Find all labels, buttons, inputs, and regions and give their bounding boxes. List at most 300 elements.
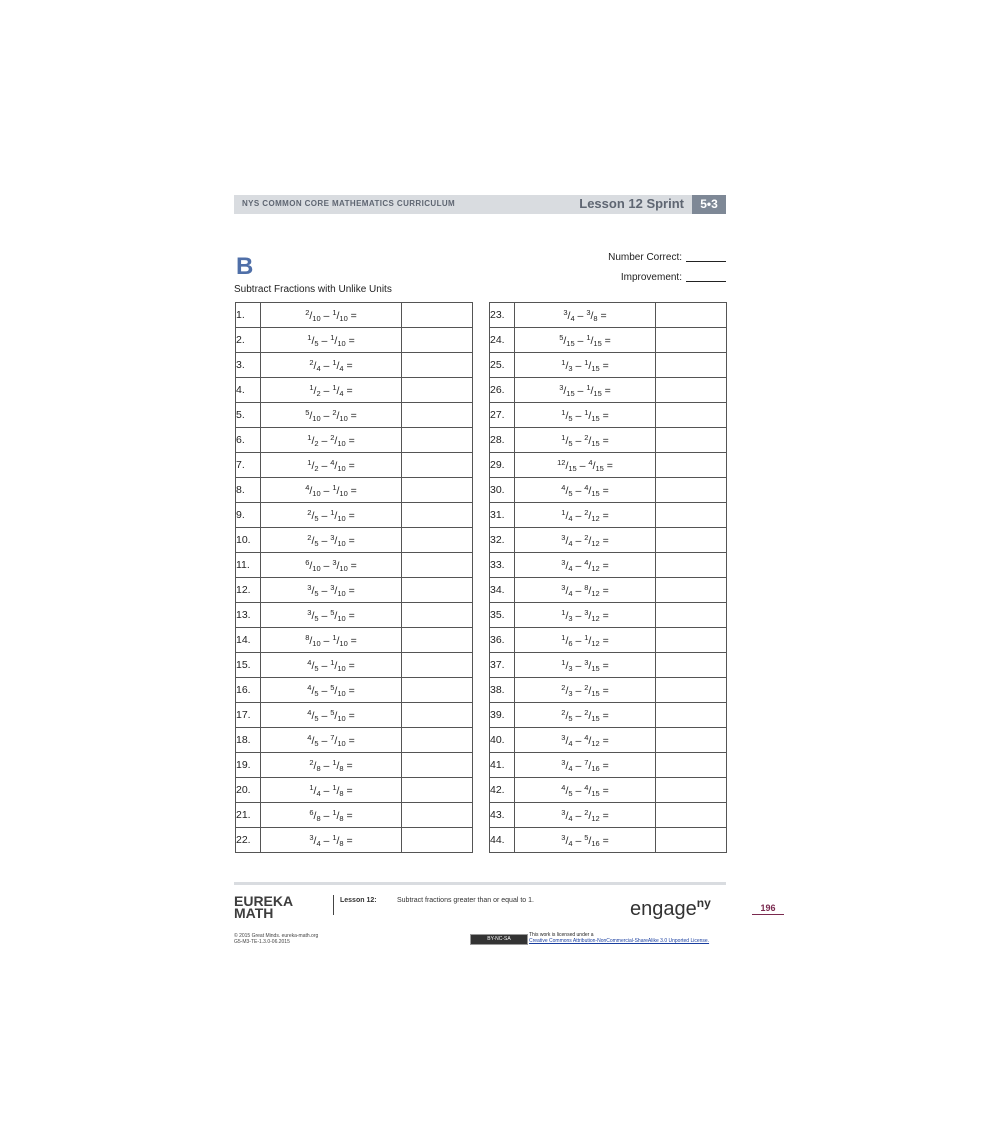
denominator-2: 4	[339, 363, 344, 373]
denominator-2: 8	[339, 763, 344, 773]
answer-cell[interactable]	[402, 728, 473, 753]
problem-row	[490, 753, 727, 778]
problem-number: 5.	[236, 403, 261, 428]
denominator-1: 4	[568, 563, 573, 573]
problem-number: 28.	[490, 428, 515, 453]
numerator-1: 4	[307, 732, 312, 742]
numerator-1: 1	[561, 507, 566, 517]
problem-row	[236, 803, 473, 828]
problem-number: 39.	[490, 703, 515, 728]
numerator-2: 2	[330, 432, 335, 442]
denominator-1: 2	[314, 463, 319, 473]
problem-row	[490, 678, 727, 703]
problem-expression: $^{12}/_{15} - ^4/_{15}$ =	[515, 453, 656, 478]
answer-cell[interactable]	[402, 578, 473, 603]
engage-sup: ny	[696, 896, 711, 910]
numerator-1: 3	[563, 307, 568, 317]
improvement	[621, 272, 726, 283]
problem-expression: $^2/_3 - ^2/_{15}$ =	[515, 678, 656, 703]
header-bar	[234, 195, 726, 214]
answer-cell[interactable]	[402, 528, 473, 553]
problem-expression: $^3/_4 - ^2/_{12}$ =	[515, 803, 656, 828]
numerator-2: 3	[330, 532, 335, 542]
denominator-1: 5	[314, 663, 319, 673]
denominator-1: 4	[568, 763, 573, 773]
numerator-2: 1	[584, 407, 589, 417]
problem-expression: $^1/_2 - ^2/_{10}$ =	[261, 428, 402, 453]
answer-cell[interactable]	[402, 678, 473, 703]
answer-cell[interactable]	[402, 328, 473, 353]
numerator-2: 1	[586, 382, 591, 392]
denominator-2: 10	[339, 313, 348, 323]
numerator-2: 4	[584, 782, 589, 792]
answer-cell[interactable]	[402, 703, 473, 728]
problem-expression: $^1/_3 - ^3/_{12}$ =	[515, 603, 656, 628]
problem-row	[490, 478, 727, 503]
denominator-2: 12	[591, 813, 600, 823]
numerator-2: 4	[330, 457, 335, 467]
problem-number: 8.	[236, 478, 261, 503]
answer-cell[interactable]	[402, 628, 473, 653]
denominator-1: 10	[312, 313, 321, 323]
problem-expression: $^3/_4 - ^5/_{16}$ =	[515, 828, 656, 853]
problem-number: 24.	[490, 328, 515, 353]
numerator-2: 1	[330, 657, 335, 667]
denominator-1: 5	[314, 738, 319, 748]
answer-cell[interactable]	[402, 403, 473, 428]
denominator-1: 3	[568, 688, 573, 698]
problem-row	[490, 403, 727, 428]
denominator-1: 5	[314, 688, 319, 698]
eureka-math-logo	[234, 895, 293, 919]
denominator-1: 4	[316, 788, 321, 798]
problem-expression: $^1/_3 - ^3/_{15}$ =	[515, 653, 656, 678]
problem-number: 1.	[236, 303, 261, 328]
numerator-2: 3	[332, 557, 337, 567]
answer-cell[interactable]	[402, 478, 473, 503]
problem-row	[490, 303, 727, 328]
numerator-1: 3	[561, 557, 566, 567]
numerator-1: 5	[559, 332, 564, 342]
problem-expression: $^3/_5 - ^5/_{10}$ =	[261, 603, 402, 628]
problem-row	[236, 753, 473, 778]
problem-row	[490, 528, 727, 553]
numerator-2: 1	[584, 632, 589, 642]
denominator-2: 10	[337, 463, 346, 473]
numerator-2: 1	[332, 832, 337, 842]
numerator-2: 1	[332, 632, 337, 642]
problem-row	[490, 578, 727, 603]
numerator-2: 2	[584, 807, 589, 817]
problem-expression: $^3/_4 - ^3/_8$ =	[515, 303, 656, 328]
answer-cell[interactable]	[656, 728, 727, 753]
numerator-1: 1	[561, 657, 566, 667]
problem-number: 9.	[236, 503, 261, 528]
answer-cell[interactable]	[656, 828, 727, 853]
denominator-1: 15	[566, 338, 575, 348]
answer-cell[interactable]	[656, 603, 727, 628]
numerator-2: 1	[332, 757, 337, 767]
numerator-2: 1	[332, 782, 337, 792]
denominator-2: 10	[339, 563, 348, 573]
denominator-1: 4	[568, 738, 573, 748]
problem-expression: $^2/_4 - ^1/_4$ =	[261, 353, 402, 378]
sprint-letter: B	[236, 253, 254, 280]
answer-cell[interactable]	[656, 528, 727, 553]
denominator-1: 4	[568, 538, 573, 548]
problem-expression: $^4/_5 - ^4/_{15}$ =	[515, 778, 656, 803]
problem-number: 6.	[236, 428, 261, 453]
denominator-1: 4	[568, 838, 573, 848]
answer-cell[interactable]	[402, 303, 473, 328]
answer-cell[interactable]	[402, 378, 473, 403]
denominator-2: 10	[337, 738, 346, 748]
numerator-1: 3	[561, 732, 566, 742]
answer-cell[interactable]	[656, 553, 727, 578]
answer-cell[interactable]	[656, 703, 727, 728]
problem-row	[490, 828, 727, 853]
denominator-2: 15	[591, 788, 600, 798]
footer-rule	[234, 882, 726, 885]
lesson-title: Lesson 12 Sprint	[579, 196, 684, 211]
answer-cell[interactable]	[656, 453, 727, 478]
problem-expression: $^3/_4 - ^8/_{12}$ =	[515, 578, 656, 603]
numerator-1: 3	[561, 582, 566, 592]
denominator-1: 6	[568, 638, 573, 648]
denominator-2: 10	[339, 413, 348, 423]
problem-number: 12.	[236, 578, 261, 603]
denominator-1: 3	[568, 363, 573, 373]
denominator-2: 12	[591, 638, 600, 648]
denominator-2: 10	[339, 488, 348, 498]
answer-cell[interactable]	[402, 428, 473, 453]
denominator-1: 8	[316, 813, 321, 823]
numerator-2: 1	[332, 807, 337, 817]
numerator-1: 4	[561, 782, 566, 792]
problem-number: 36.	[490, 628, 515, 653]
problem-expression: $^6/_{10} - ^3/_{10}$ =	[261, 553, 402, 578]
answer-cell[interactable]	[402, 778, 473, 803]
problem-row	[490, 453, 727, 478]
numerator-2: 3	[586, 307, 591, 317]
problem-expression: $^1/_4 - ^1/_8$ =	[261, 778, 402, 803]
answer-cell[interactable]	[656, 303, 727, 328]
numerator-2: 4	[584, 557, 589, 567]
answer-cell[interactable]	[402, 828, 473, 853]
problem-row	[236, 703, 473, 728]
problem-expression: $^1/_5 - ^1/_{15}$ =	[515, 403, 656, 428]
problem-expression: $^5/_{10} - ^2/_{10}$ =	[261, 403, 402, 428]
cc-license-icon: BY-NC-SA	[470, 934, 528, 945]
denominator-2: 15	[591, 663, 600, 673]
numerator-2: 2	[584, 707, 589, 717]
denominator-1: 4	[316, 363, 321, 373]
denominator-2: 10	[337, 588, 346, 598]
problem-row	[490, 653, 727, 678]
numerator-1: 3	[561, 757, 566, 767]
numerator-1: 12	[557, 457, 566, 467]
answer-cell[interactable]	[402, 603, 473, 628]
problem-expression: $^1/_4 - ^2/_{12}$ =	[515, 503, 656, 528]
numerator-1: 3	[561, 832, 566, 842]
numerator-2: 1	[330, 332, 335, 342]
numerator-1: 1	[307, 457, 312, 467]
denominator-1: 5	[314, 613, 319, 623]
denominator-1: 5	[314, 713, 319, 723]
footer-lesson-desc: Subtract fractions greater than or equal to 1.	[397, 897, 534, 904]
number-correct-label: Number Correct:	[608, 252, 682, 263]
problem-number: 42.	[490, 778, 515, 803]
denominator-2: 16	[591, 763, 600, 773]
number-correct-blank[interactable]	[686, 261, 726, 262]
numerator-2: 4	[588, 457, 593, 467]
problem-expression: $^2/_5 - ^2/_{15}$ =	[515, 703, 656, 728]
answer-cell[interactable]	[402, 553, 473, 578]
numerator-2: 3	[584, 657, 589, 667]
denominator-2: 15	[591, 688, 600, 698]
denominator-1: 10	[312, 413, 321, 423]
answer-cell[interactable]	[656, 378, 727, 403]
numerator-1: 4	[305, 482, 310, 492]
numerator-1: 2	[309, 757, 314, 767]
problem-number: 21.	[236, 803, 261, 828]
answer-cell[interactable]	[656, 478, 727, 503]
problem-row	[236, 553, 473, 578]
answer-cell[interactable]	[402, 653, 473, 678]
answer-cell[interactable]	[656, 653, 727, 678]
answer-cell[interactable]	[656, 678, 727, 703]
numerator-1: 2	[307, 532, 312, 542]
problem-row	[236, 353, 473, 378]
answer-cell[interactable]	[402, 753, 473, 778]
problem-row	[236, 678, 473, 703]
problem-number: 17.	[236, 703, 261, 728]
problem-row	[490, 503, 727, 528]
denominator-1: 15	[568, 463, 577, 473]
answer-cell[interactable]	[656, 403, 727, 428]
answer-cell[interactable]	[656, 778, 727, 803]
denominator-1: 5	[314, 338, 319, 348]
problem-row	[236, 578, 473, 603]
denominator-2: 12	[591, 538, 600, 548]
problem-row	[490, 703, 727, 728]
problem-number: 44.	[490, 828, 515, 853]
answer-cell[interactable]	[402, 353, 473, 378]
copyright-line-2: G5-M3-TE-1.3.0-06.2015	[234, 939, 290, 945]
denominator-2: 12	[591, 588, 600, 598]
numerator-2: 8	[584, 582, 589, 592]
problem-expression: $^8/_{10} - ^1/_{10}$ =	[261, 628, 402, 653]
numerator-1: 2	[309, 357, 314, 367]
numerator-1: 2	[307, 507, 312, 517]
problem-number: 29.	[490, 453, 515, 478]
numerator-1: 1	[309, 382, 314, 392]
problem-row	[236, 628, 473, 653]
numerator-1: 3	[559, 382, 564, 392]
answer-cell[interactable]	[656, 803, 727, 828]
answer-cell[interactable]	[402, 453, 473, 478]
problem-expression: $^3/_5 - ^3/_{10}$ =	[261, 578, 402, 603]
numerator-1: 1	[309, 782, 314, 792]
copyright-line-1: © 2015 Great Minds. eureka-math.org	[234, 933, 319, 939]
denominator-1: 4	[568, 588, 573, 598]
numerator-1: 6	[305, 557, 310, 567]
numerator-1: 1	[307, 432, 312, 442]
denominator-2: 10	[337, 688, 346, 698]
denominator-1: 5	[568, 413, 573, 423]
numerator-2: 1	[584, 357, 589, 367]
denominator-2: 10	[337, 513, 346, 523]
denominator-2: 10	[337, 538, 346, 548]
numerator-2: 2	[584, 432, 589, 442]
numerator-1: 2	[305, 307, 310, 317]
improvement-blank[interactable]	[686, 281, 726, 282]
logo-line-2: MATH	[234, 905, 274, 921]
problem-expression: $^3/_4 - ^1/_8$ =	[261, 828, 402, 853]
problem-expression: $^4/_{10} - ^1/_{10}$ =	[261, 478, 402, 503]
numerator-2: 3	[584, 607, 589, 617]
problem-number: 31.	[490, 503, 515, 528]
numerator-2: 5	[330, 607, 335, 617]
problem-number: 37.	[490, 653, 515, 678]
problem-expression: $^4/_5 - ^5/_{10}$ =	[261, 703, 402, 728]
problem-number: 16.	[236, 678, 261, 703]
numerator-1: 3	[561, 807, 566, 817]
numerator-2: 2	[584, 532, 589, 542]
problem-number: 19.	[236, 753, 261, 778]
numerator-1: 2	[561, 682, 566, 692]
problem-expression: $^2/_5 - ^1/_{10}$ =	[261, 503, 402, 528]
problem-number: 26.	[490, 378, 515, 403]
numerator-1: 3	[309, 832, 314, 842]
problem-expression: $^1/_2 - ^4/_{10}$ =	[261, 453, 402, 478]
problem-row	[236, 528, 473, 553]
numerator-1: 4	[307, 707, 312, 717]
numerator-2: 2	[584, 507, 589, 517]
numerator-1: 5	[305, 407, 310, 417]
engage-text: engage	[630, 898, 697, 920]
numerator-2: 1	[332, 307, 337, 317]
answer-cell[interactable]	[656, 628, 727, 653]
denominator-2: 15	[593, 388, 602, 398]
problem-expression: $^2/_5 - ^3/_{10}$ =	[261, 528, 402, 553]
denominator-1: 5	[568, 438, 573, 448]
denominator-1: 5	[568, 788, 573, 798]
numerator-2: 1	[586, 332, 591, 342]
problem-number: 30.	[490, 478, 515, 503]
answer-cell[interactable]	[656, 428, 727, 453]
problem-row	[490, 603, 727, 628]
license-line-1: This work is licensed under a	[529, 932, 594, 938]
problem-number: 13.	[236, 603, 261, 628]
denominator-1: 3	[568, 613, 573, 623]
numerator-2: 2	[584, 682, 589, 692]
problem-number: 4.	[236, 378, 261, 403]
problem-row	[236, 303, 473, 328]
numerator-1: 1	[561, 607, 566, 617]
numerator-2: 5	[330, 707, 335, 717]
problem-number: 18.	[236, 728, 261, 753]
numerator-1: 3	[307, 607, 312, 617]
numerator-2: 3	[330, 582, 335, 592]
denominator-2: 15	[595, 463, 604, 473]
problem-expression: $^1/_2 - ^1/_4$ =	[261, 378, 402, 403]
logo-line-1: EUREKA	[234, 893, 294, 909]
denominator-2: 8	[593, 313, 598, 323]
problem-row	[236, 828, 473, 853]
problem-expression: $^5/_{15} - ^1/_{15}$ =	[515, 328, 656, 353]
denominator-1: 4	[568, 513, 573, 523]
problem-number: 41.	[490, 753, 515, 778]
denominator-2: 15	[591, 488, 600, 498]
problem-number: 3.	[236, 353, 261, 378]
problem-number: 10.	[236, 528, 261, 553]
problem-expression: $^4/_5 - ^5/_{10}$ =	[261, 678, 402, 703]
numerator-2: 1	[330, 507, 335, 517]
problem-number: 27.	[490, 403, 515, 428]
denominator-2: 10	[339, 638, 348, 648]
problem-expression: $^3/_4 - ^7/_{16}$ =	[515, 753, 656, 778]
answer-cell[interactable]	[656, 503, 727, 528]
problem-row	[490, 553, 727, 578]
license-text	[529, 932, 709, 944]
numerator-2: 1	[332, 357, 337, 367]
problem-number: 38.	[490, 678, 515, 703]
problem-expression: $^4/_5 - ^4/_{15}$ =	[515, 478, 656, 503]
improvement-label: Improvement:	[620, 272, 682, 283]
problem-number: 35.	[490, 603, 515, 628]
problem-expression: $^1/_5 - ^2/_{15}$ =	[515, 428, 656, 453]
denominator-2: 8	[339, 788, 344, 798]
denominator-1: 5	[314, 588, 319, 598]
problem-expression: $^1/_5 - ^1/_{10}$ =	[261, 328, 402, 353]
problem-row	[236, 428, 473, 453]
problem-number: 22.	[236, 828, 261, 853]
answer-cell[interactable]	[402, 503, 473, 528]
problem-number: 20.	[236, 778, 261, 803]
problem-row	[490, 353, 727, 378]
answer-cell[interactable]	[656, 578, 727, 603]
problem-row	[490, 378, 727, 403]
problem-number: 32.	[490, 528, 515, 553]
problem-row	[490, 803, 727, 828]
denominator-1: 10	[312, 488, 321, 498]
problem-row	[236, 653, 473, 678]
numerator-2: 5	[584, 832, 589, 842]
problem-row	[236, 503, 473, 528]
numerator-1: 4	[307, 657, 312, 667]
answer-cell[interactable]	[656, 328, 727, 353]
numerator-1: 3	[561, 532, 566, 542]
denominator-2: 15	[593, 338, 602, 348]
numerator-1: 1	[561, 632, 566, 642]
answer-cell[interactable]	[656, 353, 727, 378]
problem-expression: $^6/_8 - ^1/_8$ =	[261, 803, 402, 828]
problem-row	[236, 603, 473, 628]
answer-cell[interactable]	[656, 753, 727, 778]
denominator-1: 3	[568, 663, 573, 673]
license-link[interactable]: Creative Commons Attribution-NonCommercial-ShareAlike 3.0 Unported License.	[529, 938, 710, 944]
answer-cell[interactable]	[402, 803, 473, 828]
problem-number: 14.	[236, 628, 261, 653]
denominator-2: 10	[337, 713, 346, 723]
problem-number: 2.	[236, 328, 261, 353]
denominator-2: 4	[339, 388, 344, 398]
numerator-2: 7	[330, 732, 335, 742]
module-badge: 5•3	[692, 195, 726, 214]
numerator-1: 1	[561, 432, 566, 442]
problem-row	[490, 728, 727, 753]
